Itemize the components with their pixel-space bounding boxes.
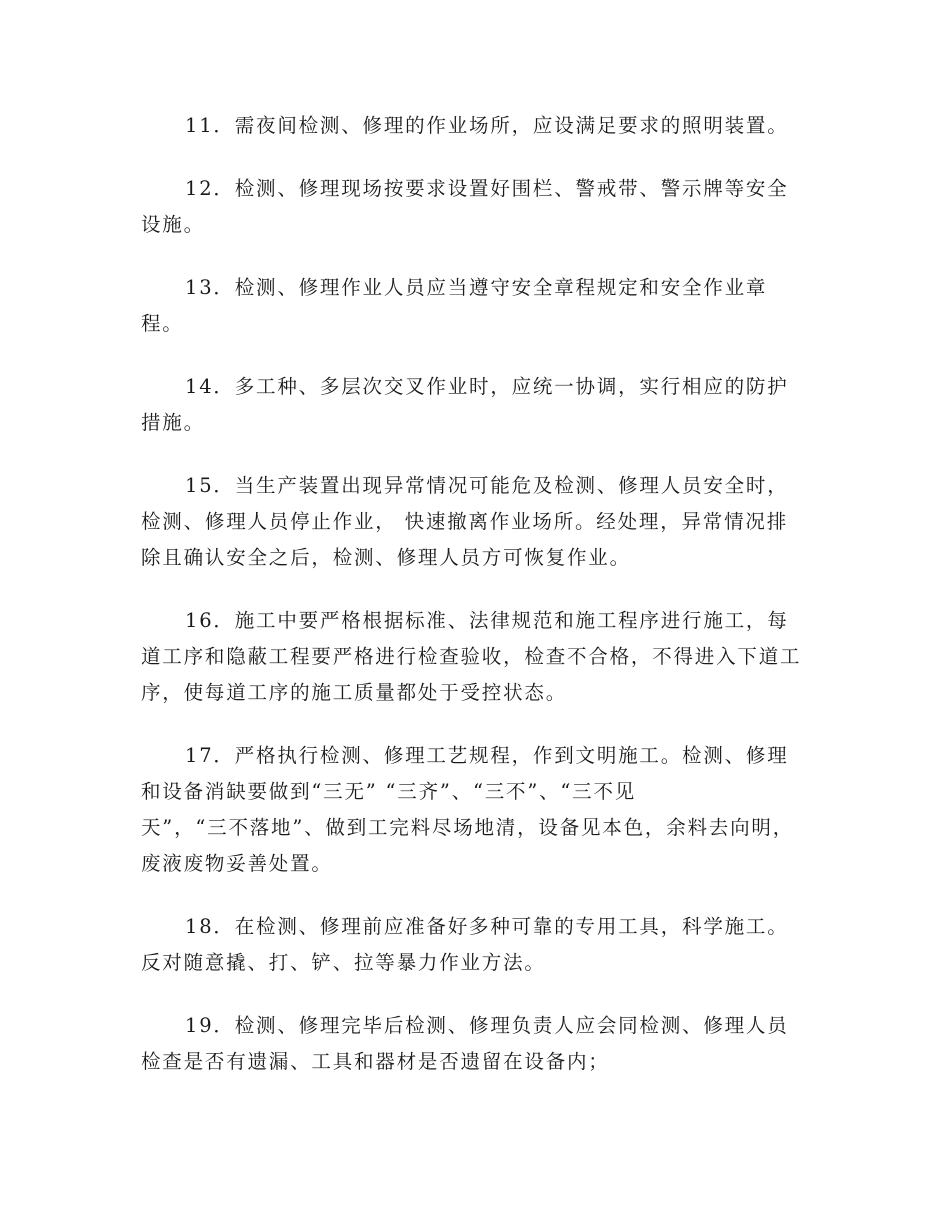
- paragraph-14: 14．多工种、多层次交叉作业时，应统一协调，实行相应的防护措施。: [141, 375, 789, 434]
- paragraph-19: 19．检测、修理完毕后检测、修理负责人应会同检测、修理人员检查是否有遗漏、工具和器材是否遗留在设备内；: [141, 1014, 789, 1073]
- paragraph-11: 11．需夜间检测、修理的作业场所，应设满足要求的照明装置。: [185, 114, 789, 137]
- paragraph-17: 17．严格执行检测、修理工艺规程，作到文明施工。检测、修理和设备消缺要做到“三无” “三齐”、“三不”、“三不见 天”，“三不落地”、做到工完料尽场地清，设备见本色，余料去向明，废液废物妥善处置。: [141, 744, 795, 875]
- paragraph-18: 18．在检测、修理前应准备好多种可靠的专用工具，科学施工。反对随意撬、打、铲、拉等暴力作业方法。: [141, 915, 789, 974]
- paragraph-16: 16．施工中要严格根据标准、法律规范和施工程序进行施工，每道工序和隐蔽工程要严格进行检查验收，检查不合格，不得进入下道工序，使每道工序的施工质量都处于受控状态。: [141, 609, 802, 704]
- paragraph-15: 15．当生产装置出现异常情况可能危及检测、修理人员安全时，检测、修理人员停止作业， 快速撤离作业场所。经处理，异常情况排除且确认安全之后，检测、修理人员方可恢复作业。: [141, 474, 789, 569]
- paragraph-13: 13．检测、修理作业人员应当遵守安全章程规定和安全作业章 程。: [141, 276, 768, 335]
- document-body: [141, 108, 805, 1107]
- paragraph-12: 12．检测、修理现场按要求设置好围栏、警戒带、警示牌等安全设施。: [141, 177, 789, 236]
